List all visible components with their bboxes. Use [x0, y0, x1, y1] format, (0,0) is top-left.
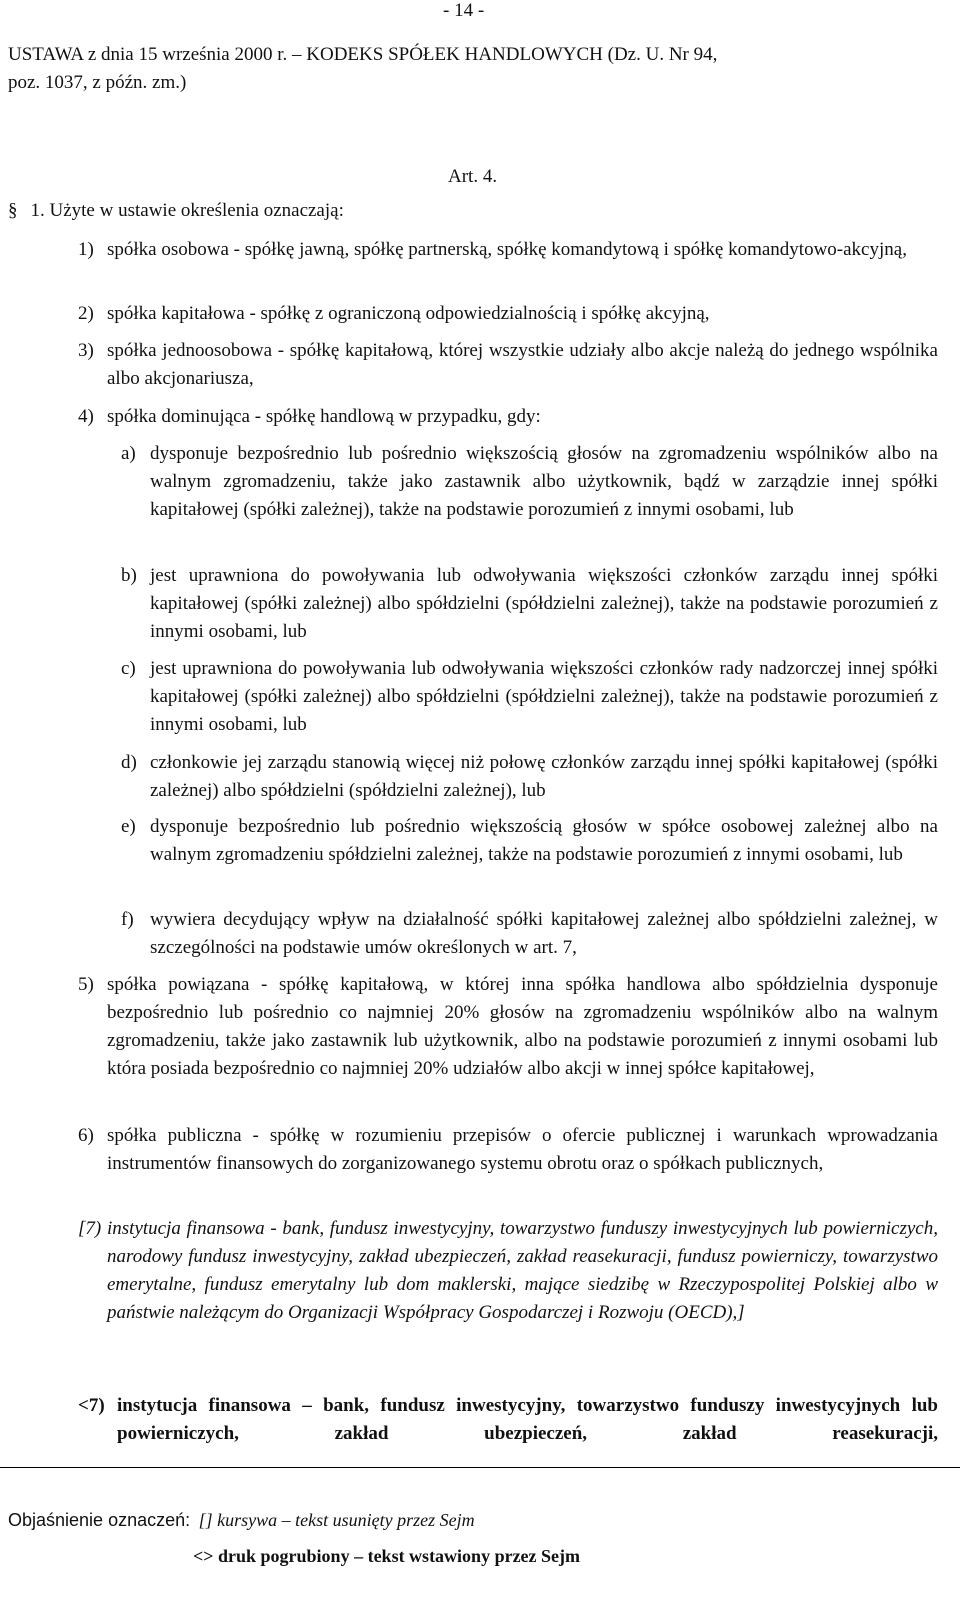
- definition-item: spółka jednoosobowa - spółkę kapitałową, której wszystkie udziały albo akcje należą do jednego wspólnika albo akcjonariusza,: [107, 340, 938, 389]
- footer-legend: [8, 1510, 475, 1531]
- footer-divider: [0, 1467, 960, 1468]
- section-intro-text: 1. Użyte w ustawie określenia oznaczają:: [30, 200, 344, 221]
- subitem-label: b): [121, 565, 137, 586]
- subitem-label: f): [121, 909, 134, 930]
- subitem-text: członkowie jej zarządu stanowią więcej niż połowę członków zarządu innej spółki kapitałowej (spółki zależnej) albo spółdzielni (spółdzielni zależnej), lub: [150, 752, 938, 801]
- subitem-label: c): [121, 658, 136, 679]
- definition-item-deleted: instytucja finansowa - bank, fundusz inwestycyjny, towarzystwo funduszy inwestycyjnych lub powierniczych, narodowy fundusz inwestycyjny, zakład ubezpieczeń, zakład reasekuracji, fundusz powierniczy, towarzystwo emerytalne, fundusz emerytalny lub dom maklerski, mające siedzibę w Rzeczypospolitej Polskiej albo w państwie należącym do Organizacji Współpracy Gospodarczej i Rozwoju (OECD),]: [107, 1218, 938, 1323]
- article-title: Art. 4.: [448, 166, 498, 187]
- document-header: USTAWA z dnia 15 września 2000 r. – KODEKS SPÓŁEK HANDLOWYCH (Dz. U. Nr 94,: [8, 44, 718, 65]
- subitem-text: dysponuje bezpośrednio lub pośrednio większością głosów na zgromadzeniu wspólników albo na walnym zgromadzeniu, także jako zastawnik albo użytkownik, bądź w zarządzie innej spółki kapitałowej (spółki zależnej), także na podstawie porozumień z innymi osobami, lub: [150, 443, 938, 520]
- item-label: 6): [78, 1125, 94, 1146]
- legend-label: Objaśnienie oznaczeń:: [8, 1510, 191, 1530]
- item-label: 1): [78, 239, 94, 260]
- item-label: 5): [78, 974, 94, 995]
- legend-italic-note: [] kursywa – tekst usunięty przez Sejm: [198, 1510, 475, 1530]
- document-header-cont: poz. 1037, z późn. zm.): [8, 72, 187, 93]
- item-label: 3): [78, 340, 94, 361]
- subitem-label: a): [121, 443, 136, 464]
- definition-item: spółka kapitałowa - spółkę z ograniczoną odpowiedzialnością i spółkę akcyjną,: [107, 303, 710, 324]
- section-intro: [8, 200, 344, 222]
- subitem-text: jest uprawniona do powoływania lub odwoływania większości członków rady nadzorczej innej spółki kapitałowej (spółki zależnej) albo spółdzielni (spółdzielni zależnej), także na podstawie porozumień z innymi osobami, lub: [150, 658, 938, 735]
- item-label: 4): [78, 406, 94, 427]
- subitem-label: e): [121, 816, 136, 837]
- definition-item: spółka powiązana - spółkę kapitałową, w której inna spółka handlowa albo spółdzielnia dysponuje bezpośrednio lub pośrednio co najmniej 20% głosów na zgromadzeniu wspólników albo na walnym zgromadzeniu, także jako zastawnik lub użytkownik, albo na podstawie porozumień z innymi osobami lub która posiada bezpośrednio co najmniej 20% udziałów albo akcji w innej spółce kapitałowej,: [107, 974, 938, 1079]
- legend-bold-note: <> druk pogrubiony – tekst wstawiony przez Sejm: [193, 1546, 581, 1566]
- definition-item: spółka dominująca - spółkę handlową w przypadku, gdy:: [107, 406, 541, 427]
- subitem-text: jest uprawniona do powoływania lub odwoływania większości członków zarządu innej spółki kapitałowej (spółki zależnej) albo spółdzielni (spółdzielni zależnej), także na podstawie porozumień z innymi osobami, lub: [150, 565, 938, 642]
- definition-item: spółka osobowa - spółkę jawną, spółkę partnerską, spółkę komandytową i spółkę komandytowo-akcyjną,: [107, 239, 907, 260]
- subitem-label: d): [121, 752, 137, 773]
- subitem-text: dysponuje bezpośrednio lub pośrednio większością głosów w spółce osobowej zależnej albo na walnym zgromadzeniu spółdzielni zależnej, także na podstawie porozumień z innymi osobami, lub: [150, 816, 938, 865]
- definition-item-inserted: instytucja finansowa – bank, fundusz inwestycyjny, towarzystwo funduszy inwestycyjnych lub powierniczych, zakład ubezpieczeń, zakład reasekuracji,: [117, 1395, 938, 1444]
- subitem-text: wywiera decydujący wpływ na działalność spółki kapitałowej zależnej albo spółdzielni zależnej, w szczególności na podstawie umów określonych w art. 7,: [150, 909, 938, 958]
- item-label: 2): [78, 303, 94, 324]
- item-label-inserted: <7): [78, 1395, 105, 1416]
- definition-item: spółka publiczna - spółkę w rozumieniu przepisów o ofercie publicznej i warunkach wprowadzania instrumentów finansowych do zorganizowanego systemu obrotu oraz o spółkach publicznych,: [107, 1125, 938, 1174]
- page-number: - 14 -: [443, 0, 485, 21]
- item-label-deleted: [7): [78, 1218, 102, 1239]
- section-mark: §: [8, 200, 18, 221]
